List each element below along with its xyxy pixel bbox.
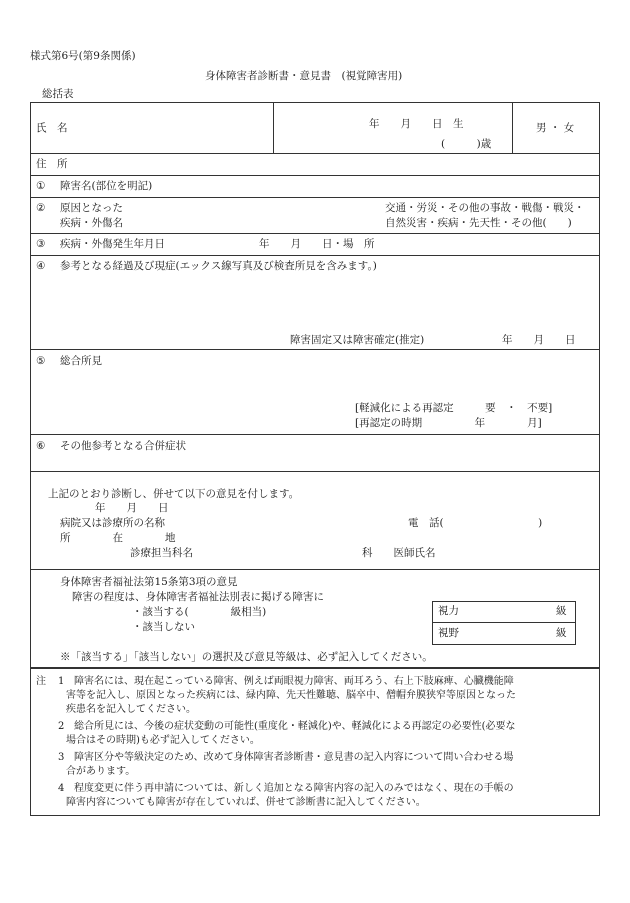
age-field: ( )歳	[441, 138, 492, 150]
note-number: 2	[58, 721, 65, 732]
cause-options-line1: 交通・労災・その他の事故・戦傷・戦災・	[385, 202, 585, 214]
cause-label-line2: 疾病・外傷名	[60, 217, 123, 229]
opinion-date: 年 月 日	[95, 502, 169, 514]
recertification-time: [再認定の時期 年 月]	[355, 417, 542, 429]
fixed-date-label: 障害固定又は障害確定(推定)	[290, 334, 425, 346]
note-text: 障害名には、現在起こっている障害、例えば両眼視力障害、両耳ろう、右上下肢麻痺、心臓機能障	[74, 676, 514, 687]
name-label: 氏 名	[36, 122, 68, 134]
note-text: 障害区分や等級決定のため、改めて身体障害者診断書・意見書の記入内容について問い合わせる場	[74, 752, 514, 763]
fixed-date: 年 月 日	[502, 334, 576, 346]
sex-field: 男 ・ 女	[536, 122, 575, 134]
row-divider	[30, 349, 600, 350]
section-number: ④	[36, 260, 46, 272]
row-divider	[30, 255, 600, 256]
doctor-name-label: 科 医師氏名	[362, 547, 436, 559]
summary-label: 総括表	[42, 88, 74, 100]
note-text: 総合所見には、今後の症状変動の可能性(重度化・軽減化)や、軽減化による再認定の必要性(必要な	[74, 721, 516, 732]
note-text: 害等を記入し、原因となった疾病には、緑内障、先天性難聴、脳卒中、僧帽弁膜狭窄等原因となった	[66, 690, 516, 701]
phone-label: 電 話( )	[408, 517, 543, 529]
document-title: 身体障害者診断書・意見書 (視覚障害用)	[205, 70, 403, 82]
law-opinion-note: ※「該当する」「該当しない」の選択及び意見等級は、必ず記入してください。	[60, 651, 433, 663]
onset-date-label: 疾病・外傷発生年月日	[60, 238, 165, 250]
note-text: 場合はその時期)も必ず記入してください。	[66, 735, 260, 746]
law-opinion-heading: 身体障害者福祉法第15条第3項の意見	[60, 576, 238, 588]
section-number: ⑥	[36, 440, 46, 452]
note-number: 1	[58, 676, 65, 687]
cause-label-line1: 原因となった	[60, 202, 123, 214]
complications-label: その他参考となる合併症状	[60, 440, 186, 452]
column-divider	[512, 102, 513, 153]
visual-field-grade: 級	[556, 627, 567, 639]
note-text: 障害内容についても障害が存在していれば、併せて診断書に記入してください。	[66, 797, 426, 808]
column-divider	[273, 102, 274, 153]
location-label: 所 在 地	[60, 532, 176, 544]
hospital-name-label: 病院又は診療所の名称	[60, 517, 165, 529]
row-divider	[30, 233, 600, 234]
section-number: ③	[36, 238, 46, 250]
history-label: 参考となる経過及び現症(エックス線写真及び検査所見を含みます。)	[60, 260, 377, 272]
note-text: 疾患名を記入してください。	[66, 704, 196, 715]
section-number: ①	[36, 180, 46, 192]
cause-options-line2: 自然災害・疾病・先天性・その他( )	[385, 217, 572, 229]
opinion-intro: 上記のとおり診断し、併せて以下の意見を付します。	[48, 488, 300, 500]
row-divider	[30, 197, 600, 198]
visual-field-label: 視野	[438, 627, 459, 639]
notes-heading: 注	[36, 676, 46, 687]
department-label: 診療担当科名	[130, 547, 193, 559]
form-number: 様式第6号(第9条関係)	[30, 50, 136, 62]
section-number: ②	[36, 202, 46, 214]
onset-date-place: 年 月 日・場 所	[259, 238, 375, 250]
note-number: 3	[58, 752, 65, 763]
note-text: 程度変更に伴う再申請については、新しく追加となる障害内容の記入のみではなく、現在の手帳の	[74, 783, 514, 794]
note-text: 合があります。	[66, 766, 136, 777]
note-number: 4	[58, 783, 65, 794]
visual-acuity-label: 視力	[438, 605, 459, 617]
birthdate-field: 年 月 日 生	[369, 118, 464, 130]
section-number: ⑤	[36, 355, 46, 367]
not-applies-option: ・該当しない	[132, 621, 195, 633]
applies-option: ・該当する( 級相当)	[132, 606, 267, 618]
disability-name-label: 障害名(部位を明記)	[60, 180, 153, 192]
recertification-need: [軽減化による再認定 要 ・ 不要]	[355, 402, 553, 414]
degree-text: 障害の程度は、身体障害者福祉法別表に掲げる障害に	[72, 591, 324, 603]
row-divider	[30, 153, 600, 154]
grade-table-divider	[432, 622, 576, 623]
row-divider	[30, 434, 600, 435]
visual-acuity-grade: 級	[556, 605, 567, 617]
address-label: 住 所	[36, 158, 68, 170]
row-divider	[30, 175, 600, 176]
overall-findings-label: 総合所見	[60, 355, 102, 367]
